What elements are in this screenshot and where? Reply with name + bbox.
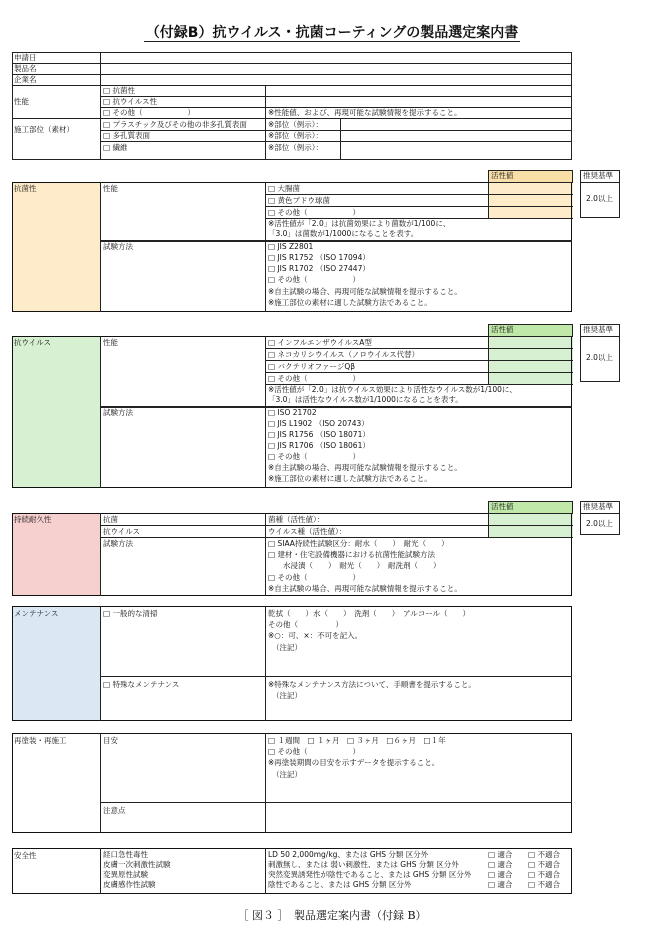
safety-mutagen-ok[interactable]: □ 適合	[488, 870, 513, 879]
durability-row-antibacterial-label: 抗菌	[103, 515, 118, 524]
antibacterial-note-2: 「3.0」は菌数が1/1000になることを表す。	[268, 229, 419, 238]
antibacterial-item-staph[interactable]: □ 黄色ブドウ球菌	[268, 196, 330, 205]
figure-caption: ［ 図３ ］ 製品選定案内書（付録 B）	[237, 909, 427, 922]
antiviral-recommend-value: 2.0以上	[586, 353, 613, 362]
safety-oral-value: LD 50 2,000mg/kg、または GHS 分類 区分外	[268, 850, 429, 859]
antibacterial-activity-header: 活性値	[491, 171, 514, 180]
antiviral-method-2[interactable]: □ JIS L1902 （ISO 20743）	[268, 419, 369, 428]
perf-option-other[interactable]: □ その他（ ）	[103, 108, 195, 117]
safety-sensitization-label: 皮膚感作性試験	[103, 880, 156, 889]
antibacterial-method-note-1: ※自主試験の場合、再現可能な試験情報を提示すること。	[268, 287, 462, 296]
safety-oral-label: 経口急性毒性	[103, 850, 148, 859]
site-option-nonporous[interactable]: □ プラスチック及びその他の非多孔質表面	[103, 120, 247, 129]
antiviral-method-3[interactable]: □ JIS R1756 （ISO 18071）	[268, 430, 370, 439]
site-label: 施工部位（素材）	[14, 125, 74, 134]
antibacterial-item-other[interactable]: □ その他（ ）	[268, 208, 360, 217]
durability-method-building-detail: 水浸漬（ ） 耐光（ ） 耐洗剤（ ）	[268, 561, 441, 570]
durability-row-antiviral-label: 抗ウイルス	[103, 527, 141, 536]
maintenance-general-line-1: 乾拭（ ）水（ ） 洗剤（ ） アルコール（ ）	[268, 609, 471, 618]
durability-category: 持続耐久性	[14, 515, 52, 524]
recoat-guide-other[interactable]: □ その他（ ）	[268, 747, 360, 756]
antiviral-method-note-1: ※自主試験の場合、再現可能な試験情報を提示すること。	[268, 463, 462, 472]
antiviral-method-label: 試験方法	[103, 408, 133, 417]
antibacterial-method-other[interactable]: □ その他（ ）	[268, 275, 360, 284]
safety-skin-value: 刺激無し、または 弱い刺激性、または GHS 分類 区分外	[268, 860, 459, 869]
company-name-label: 企業名	[14, 75, 37, 84]
safety-mutagen-ng[interactable]: □ 不適合	[528, 870, 560, 879]
maintenance-category: メンテナンス	[14, 609, 59, 618]
maintenance-special-line-2: （注記）	[272, 691, 302, 700]
antiviral-method-1[interactable]: □ ISO 21702	[268, 408, 317, 417]
antiviral-item-other[interactable]: □ その他（ ）	[268, 374, 360, 383]
antibacterial-item-ecoli[interactable]: □ 大腸菌	[268, 184, 300, 193]
durability-recommend-value: 2.0以上	[586, 519, 613, 528]
safety-oral-ok[interactable]: □ 適合	[488, 850, 513, 859]
site-note-1: ※部位（例示）：	[268, 120, 324, 129]
recoat-guide-remark: （注記）	[272, 770, 302, 779]
antiviral-note-1: ※活性値が「2.0」は抗ウイルス効果により活性なウイルス数が1/100に、	[268, 385, 517, 394]
safety-sensitization-ok[interactable]: □ 適合	[488, 880, 513, 889]
site-option-porous[interactable]: □ 多孔質表面	[103, 131, 150, 140]
antiviral-method-note-2: ※施工部位の素材に適した試験方法であること。	[268, 474, 432, 483]
recoat-guide-label: 目安	[103, 736, 118, 745]
durability-method-label: 試験方法	[103, 539, 133, 548]
site-note-3: ※部位（例示）：	[268, 143, 324, 152]
antibacterial-recommend-value: 2.0以上	[586, 194, 613, 203]
site-note-2: ※部位（例示）：	[268, 131, 324, 140]
durability-recommend-header: 推奨基準	[583, 502, 613, 511]
antibacterial-method-label: 試験方法	[103, 242, 133, 251]
antiviral-performance-label: 性能	[103, 338, 118, 347]
perf-option-antibacterial[interactable]: □ 抗菌性	[103, 86, 135, 95]
durability-row-antibacterial-value: 菌種（活性値）：	[268, 515, 325, 524]
maintenance-general-line-2: その他（ ）	[268, 620, 343, 629]
durability-method-other[interactable]: □ その他（ ）	[268, 573, 360, 582]
durability-method-siaa[interactable]: □ SIAA持続性試験区分：耐水（ ） 耐光（ ）	[268, 539, 449, 548]
recoat-category: 再塗装・再施工	[14, 736, 67, 745]
safety-skin-label: 皮膚一次刺激性試験	[103, 860, 171, 869]
maintenance-general-line-4: （注記）	[272, 643, 302, 652]
antibacterial-recommend-header: 推奨基準	[583, 171, 613, 180]
antibacterial-method-1[interactable]: □ JIS Z2801	[268, 242, 314, 251]
document-title: （付録B）抗ウイルス・抗菌コーティングの製品選定案内書	[145, 25, 519, 41]
antiviral-method-4[interactable]: □ JIS R1706 （ISO 18061）	[268, 441, 370, 450]
safety-mutagen-value: 突然変異誘発性が陰性であること、または GHS 分類 区分外	[268, 870, 472, 879]
antiviral-category: 抗ウイルス	[14, 338, 52, 347]
antibacterial-performance-label: 性能	[103, 184, 118, 193]
safety-category: 安全性	[14, 851, 37, 860]
antiviral-item-influenza[interactable]: □ インフルエンザウイルスA型	[268, 338, 372, 347]
antibacterial-note-1: ※活性値が「2.0」は抗菌効果により菌数が1/100に、	[268, 219, 451, 228]
safety-oral-ng[interactable]: □ 不適合	[528, 850, 560, 859]
safety-sensitization-ng[interactable]: □ 不適合	[528, 880, 560, 889]
product-name-label: 製品名	[14, 64, 37, 73]
antiviral-method-other[interactable]: □ その他（ ）	[268, 452, 360, 461]
durability-row-antiviral-value: ウイルス種（活性値）：	[268, 527, 347, 536]
recoat-notes-label: 注意点	[103, 806, 126, 815]
recoat-guide-periods[interactable]: □ １週間 □ １ヶ月 □ ３ヶ月 □６ヶ月 □１年	[268, 736, 446, 745]
antibacterial-category: 抗菌性	[14, 184, 37, 193]
safety-skin-ok[interactable]: □ 適合	[488, 860, 513, 869]
safety-sensitization-value: 陰性であること、または GHS 分類 区分外	[268, 880, 412, 889]
perf-note: ※性能値、および、再現可能な試験情報を提示すること。	[268, 108, 462, 117]
maintenance-general-line-3: ※○：可、×：不可を記入。	[268, 631, 363, 640]
site-option-fiber[interactable]: □ 繊維	[103, 143, 128, 152]
safety-skin-ng[interactable]: □ 不適合	[528, 860, 560, 869]
maintenance-special-label[interactable]: □ 特殊なメンテナンス	[103, 680, 180, 689]
recoat-guide-note: ※再塗装期間の目安を示すデータを提示すること。	[268, 758, 440, 767]
maintenance-general-label[interactable]: □ 一般的な清掃	[103, 609, 158, 618]
antibacterial-method-2[interactable]: □ JIS R1752 （ISO 17094）	[268, 253, 370, 262]
durability-activity-header: 活性値	[491, 502, 514, 511]
antiviral-note-2: 「3.0」は活性なウイルス数が1/1000になることを表す。	[268, 395, 463, 404]
durability-method-building[interactable]: □ 建材・住宅設備機器における抗菌性能試験方法	[268, 550, 435, 559]
antiviral-item-phage[interactable]: □ バクテリオファージQβ	[268, 362, 356, 371]
antibacterial-method-note-2: ※施工部位の素材に適した試験方法であること。	[268, 298, 432, 307]
antiviral-activity-header: 活性値	[491, 325, 514, 334]
performance-label: 性能	[14, 97, 29, 106]
applicant-date-label: 申請日	[14, 53, 37, 62]
antiviral-item-feline[interactable]: □ ネコカリシウイルス（ノロウイルス代替）	[268, 350, 420, 359]
antiviral-recommend-header: 推奨基準	[583, 325, 613, 334]
safety-mutagen-label: 変異原性試験	[103, 870, 148, 879]
maintenance-special-line-1: ※特殊なメンテナンス方法について、手順書を提示すること。	[268, 680, 476, 689]
antibacterial-method-3[interactable]: □ JIS R1702 （ISO 27447）	[268, 264, 370, 273]
perf-option-antiviral[interactable]: □ 抗ウイルス性	[103, 97, 158, 106]
durability-method-note: ※自主試験の場合、再現可能な試験情報を提示すること。	[268, 584, 462, 593]
